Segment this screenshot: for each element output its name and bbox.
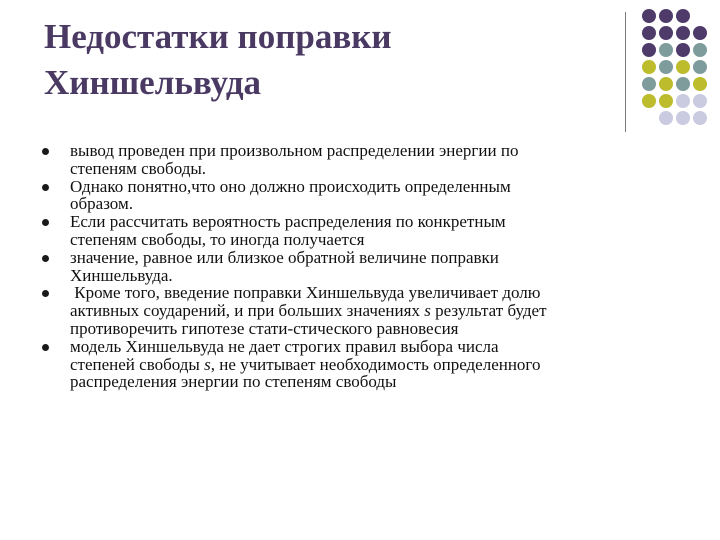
text-run: активных соударений, и при больших значениях — [70, 301, 425, 321]
decor-dot — [659, 60, 673, 74]
bullet-dot-icon — [42, 344, 49, 351]
decor-dot — [693, 77, 707, 91]
decor-dot — [659, 77, 673, 91]
bullet-text-line: степеням свободы, то иногда получается — [70, 229, 365, 249]
decor-dot — [659, 26, 673, 40]
bullet-dot-icon — [42, 184, 49, 191]
bullet-text-line: образом. — [70, 194, 133, 214]
bullet-item — [40, 338, 680, 391]
title-line-2: Хиншельвуда — [44, 63, 262, 102]
bullet-item — [40, 178, 680, 214]
decor-dot — [676, 94, 690, 108]
bullet-text-line: Однако понятно,что оно должно происходить определенным — [70, 176, 511, 196]
bullet-text-line: Если рассчитать вероятность распределения по конкретным — [70, 212, 506, 232]
decor-dot — [642, 60, 656, 74]
text-run: результат будет — [430, 301, 547, 321]
text-run: , не учитывает необходимость определенного — [210, 354, 541, 374]
title-line-1: Недостатки поправки — [44, 17, 392, 56]
bullet-text-line: противоречить гипотезе стати-стического равновесия — [70, 318, 459, 338]
bullet-dot-icon — [42, 219, 49, 226]
bullet-dot-icon — [42, 148, 49, 155]
variable-s: s — [424, 301, 431, 321]
decor-dot — [676, 60, 690, 74]
bullet-item — [40, 249, 680, 285]
decor-dot — [693, 111, 707, 125]
bullet-text-line: распределения энергии по степеням свободы — [70, 372, 397, 392]
bullet-text-line: модель Хиншельвуда не дает строгих правил выбора числа — [70, 336, 499, 356]
decor-dot — [659, 9, 673, 23]
bullet-list — [40, 142, 680, 391]
decor-dot — [693, 43, 707, 57]
bullet-dot-icon — [42, 255, 49, 262]
bullet-item — [40, 213, 680, 249]
decor-dot — [642, 77, 656, 91]
decor-dot — [693, 26, 707, 40]
decor-dot — [659, 111, 673, 125]
variable-s: s — [204, 354, 211, 374]
decor-dot — [676, 111, 690, 125]
decor-dot — [642, 43, 656, 57]
decor-dot — [642, 26, 656, 40]
bullet-text-line: Кроме того, введение поправки Хиншельвуда увеличивает долю — [70, 283, 541, 303]
bullet-text-line — [70, 302, 680, 320]
decor-dot — [676, 9, 690, 23]
decor-dot — [659, 43, 673, 57]
bullet-text-line: вывод проведен при произвольном распределении энергии по — [70, 141, 519, 160]
decor-dot — [642, 9, 656, 23]
bullet-text-line: степеням свободы. — [70, 158, 207, 178]
text-run: степеней свободы — [70, 354, 205, 374]
decor-dot — [676, 77, 690, 91]
bullet-text-line: Хиншельвуда. — [70, 265, 173, 285]
decor-dot — [693, 94, 707, 108]
bullet-text-line — [70, 356, 680, 374]
decorative-dot-grid — [0, 0, 720, 140]
bullet-item — [40, 142, 680, 178]
decor-dot — [676, 26, 690, 40]
bullet-dot-icon — [42, 290, 49, 297]
decor-dot — [642, 94, 656, 108]
decor-dot — [659, 94, 673, 108]
bullet-text-line: значение, равное или близкое обратной величине поправки — [70, 247, 499, 267]
decor-dot — [693, 60, 707, 74]
decor-dot — [676, 43, 690, 57]
bullet-item — [40, 284, 680, 337]
